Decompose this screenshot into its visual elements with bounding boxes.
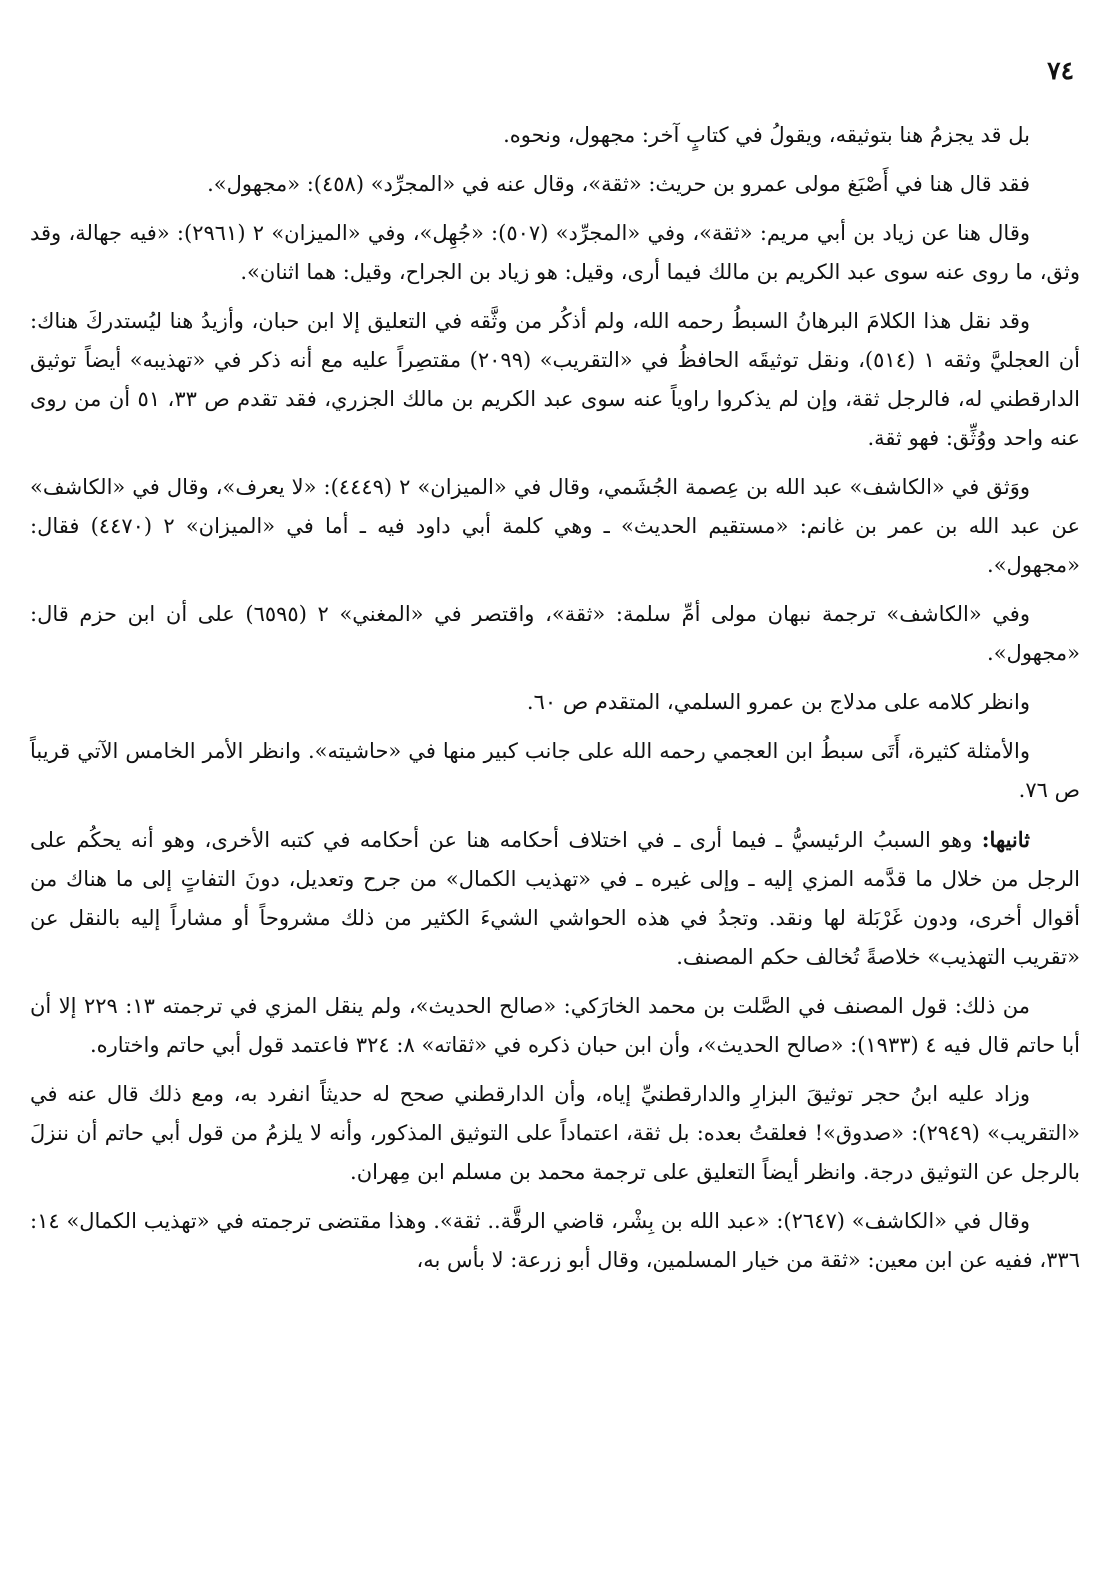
paragraph-lead: ثانيها:: [981, 827, 1030, 852]
paragraph-10: [30, 987, 1080, 1065]
paragraph-text: وقد نقل هذا الكلامَ البرهانُ السبطُ رحمه الله، ولم أذكُر من وثَّقه في التعليق إلا ابن حبان، وأزيدُ هنا ليُستدركَ هناك: أن العجليَّ وثقه ١ (٥١٤)، ونقل توثيقَه الحافظُ في «التقريب» (٢٠٩٩) مقتصِراً عليه مع أنه ذكر في «تهذيبه» أيضاً توثيق الدارقطني له، فالرجل ثقة، وإن لم يذكروا راوياً عنه سوى عبد الكريم بن مالك الجزري، فقد تقدم ص ٣٣، ٥١ أن من روى عنه واحد ووُثِّق: فهو ثقة.: [30, 309, 1081, 450]
paragraph-text: ووَثق في «الكاشف» عبد الله بن عِصمة الجُشَمي، وقال في «الميزان» ٢ (٤٤٤٩): «لا يعرف»، وقال في «الكاشف» عن عبد الله بن عمر بن غانم: «مستقيم الحديث» ـ وهي كلمة أبي داود فيه ـ أما في «الميزان» ٢ (٤٤٧٠) فقال: «مجهول».: [30, 475, 1080, 577]
paragraph-text: وزاد عليه ابنُ حجر توثيقَ البزارِ والدارقطنيِّ إياه، وأن الدارقطني صحح له حديثاً انفرد به، ومع ذلك قال عنه في «التقريب» (٢٩٤٩): «صدوق»! فعلقتُ بعده: بل ثقة، اعتماداً على التوثيق المذكور، وأنه لا يلزمُ من قول أبي حاتم أن ننزلَ بالرجل عن التوثيق درجة. وانظر أيضاً التعليق على ترجمة محمد بن مسلم ابن مِهران.: [30, 1082, 1081, 1184]
page-number: ٧٤: [1047, 56, 1074, 85]
paragraph-12: [30, 1202, 1080, 1280]
paragraph-6: [30, 595, 1080, 673]
paragraph-5: [30, 468, 1080, 585]
paragraph-text: وفي «الكاشف» ترجمة نبهان مولى أمِّ سلمة: «ثقة»، واقتصر في «المغني» ٢ (٦٥٩٥) على أن ابن حزم قال: «مجهول».: [30, 602, 1080, 665]
paragraph-7: [30, 683, 1080, 722]
book-page: [30, 0, 1080, 1580]
paragraph-8: [30, 732, 1080, 810]
paragraph-9: [30, 820, 1080, 977]
paragraph-3: [30, 214, 1080, 292]
paragraph-4: [30, 302, 1080, 458]
paragraph-text: وانظر كلامه على مدلاج بن عمرو السلمي، المتقدم ص ٦٠.: [526, 690, 1030, 714]
paragraph-11: [30, 1075, 1080, 1192]
paragraph-text: والأمثلة كثيرة، أَتَى سبطُ ابن العجمي رحمه الله على جانب كبير منها في «حاشيته». وانظر الأمر الخامس الآتي قريباً ص ٧٦.: [30, 739, 1080, 802]
paragraph-text: وقال هنا عن زياد بن أبي مريم: «ثقة»، وفي «المجرِّد» (٥٠٧): «جُهِل»، وفي «الميزان» ٢ (٢٩٦١): «فيه جهالة، وقد وثق، ما روى عنه سوى عبد الكريم بن مالك فيما أرى، وقيل: هو زياد بن الجراح، وقيل: هما اثنان».: [30, 221, 1080, 284]
paragraph-2: [30, 165, 1080, 204]
paragraph-text: فقد قال هنا في أَصْبَغ مولى عمرو بن حريث: «ثقة»، وقال عنه في «المجرِّد» (٤٥٨): «مجهول».: [207, 172, 1030, 196]
paragraph-text: من ذلك: قول المصنف في الصَّلت بن محمد الخارَكي: «صالح الحديث»، ولم ينقل المزي في ترجمته ١٣: ٢٢٩ إلا أن أبا حاتم قال فيه ٤ (١٩٣٣): «صالح الحديث»، وأن ابن حبان ذكره في «ثقاته» ٨: ٣٢٤ فاعتمد قول أبي حاتم واختاره.: [30, 994, 1080, 1057]
paragraph-1: [30, 116, 1080, 155]
paragraph-text: وهو السببُ الرئيسيُّ ـ فيما أرى ـ في اختلاف أحكامه هنا عن أحكامه في كتبه الأخرى، وهو أنه يحكُم على الرجل من خلال ما قدَّمه المزي إليه ـ وإلى غيره ـ في «تهذيب الكمال» من جرح وتعديل، دونَ التفاتٍ إلى ما هناك من أقوال أخرى، ودون غَرْبَلة لها ونقد. وتجدُ في هذه الحواشي الشيءَ الكثير من ذلك مشروحاً أو مشاراً إليه بالنقل عن «تقريب التهذيب» خلاصةً تُخالف حكم المصنف.: [30, 828, 1080, 969]
body-text: [30, 116, 1080, 1290]
paragraph-text: وقال في «الكاشف» (٢٦٤٧): «عبد الله بن بِشْر، قاضي الرقَّة.. ثقة». وهذا مقتضى ترجمته في «تهذيب الكمال» ١٤: ٣٣٦، ففيه عن ابن معين: «ثقة من خيار المسلمين، وقال أبو زرعة: لا بأس به،: [30, 1209, 1080, 1272]
paragraph-text: بل قد يجزمُ هنا بتوثيقه، ويقولُ في كتابٍ آخر: مجهول، ونحوه.: [503, 123, 1030, 147]
